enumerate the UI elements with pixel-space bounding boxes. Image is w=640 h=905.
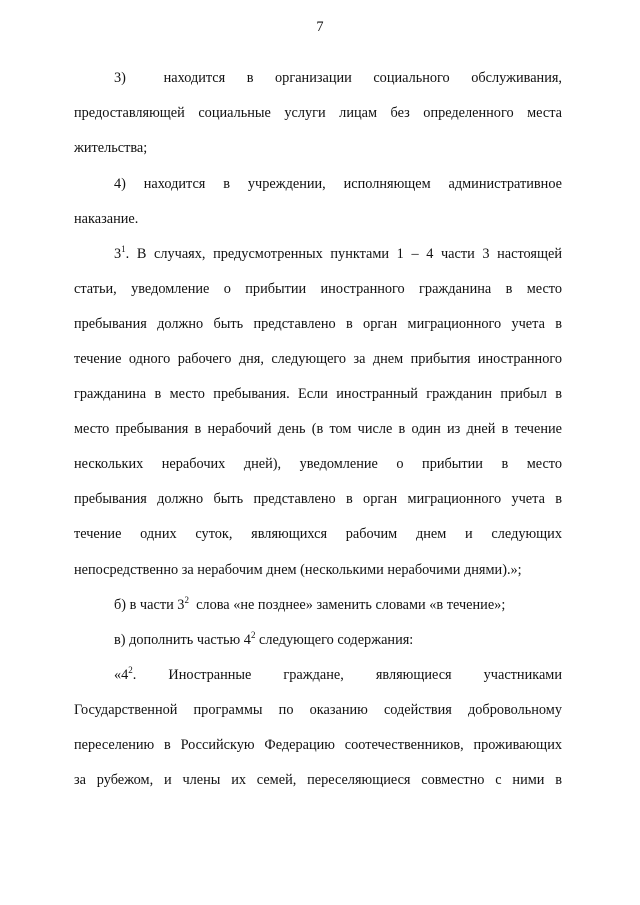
item-4-line-2: наказание. <box>74 211 139 227</box>
paragraph-3-1-line-4: течение одного рабочего дня, следующего за днем прибытия иностранного <box>74 351 562 367</box>
paragraph-3-1-line-3: пребывания должно быть представлено в орган миграционного учета в <box>74 316 562 332</box>
item-4-line-1: 4) находится в учреждении, исполняющем административное <box>114 176 562 192</box>
paragraph-3-1-line-8: пребывания должно быть представлено в орган миграционного учета в <box>74 491 562 507</box>
paragraph-3-1-line-9: течение одних суток, являющихся рабочим днем и следующих <box>74 526 562 542</box>
paragraph-4-2-line-3: переселению в Российскую Федерацию соотечественников, проживающих <box>74 737 562 753</box>
item-3-line-2: предоставляющей социальные услуги лицам без определенного места <box>74 105 562 121</box>
paragraph-4-2-line-2: Государственной программы по оказанию содействия добровольному <box>74 702 562 718</box>
page-number: 7 <box>316 19 324 35</box>
paragraph-3-1-line-7: нескольких нерабочих дней), уведомление о прибытии в место <box>74 456 562 472</box>
item-3-line-3: жительства; <box>74 140 148 156</box>
paragraph-3-1-line-2: статьи, уведомление о прибытии иностранного гражданина в место <box>74 281 562 297</box>
item-b-line: б) в части $3^2$ слова «не позднее» заменить словами «в течение»; <box>114 595 506 613</box>
item-3-line-1: 3) находится в организации социального обслуживания, <box>114 70 562 86</box>
paragraph-4-2-line-4: за рубежом, и члены их семей, переселяющиеся совместно с ними в <box>74 772 562 788</box>
item-v-line: в) дополнить частью $4^2$ следующего содержания: <box>114 630 414 648</box>
paragraph-4-2-line-1: «$4^2$. Иностранные граждане, являющиеся участниками <box>114 665 562 683</box>
paragraph-3-1-line-5: гражданина в место пребывания. Если иностранный гражданин прибыл в <box>74 386 562 402</box>
paragraph-3-1-line-1: $3^1$. В случаях, предусмотренных пунктами 1 – 4 части 3 настоящей <box>114 244 562 262</box>
paragraph-3-1-line-10: непосредственно за нерабочим днем (несколькими нерабочими днями).»; <box>74 562 522 578</box>
paragraph-3-1-line-6: место пребывания в нерабочий день (в том числе в один из дней в течение <box>74 421 562 437</box>
